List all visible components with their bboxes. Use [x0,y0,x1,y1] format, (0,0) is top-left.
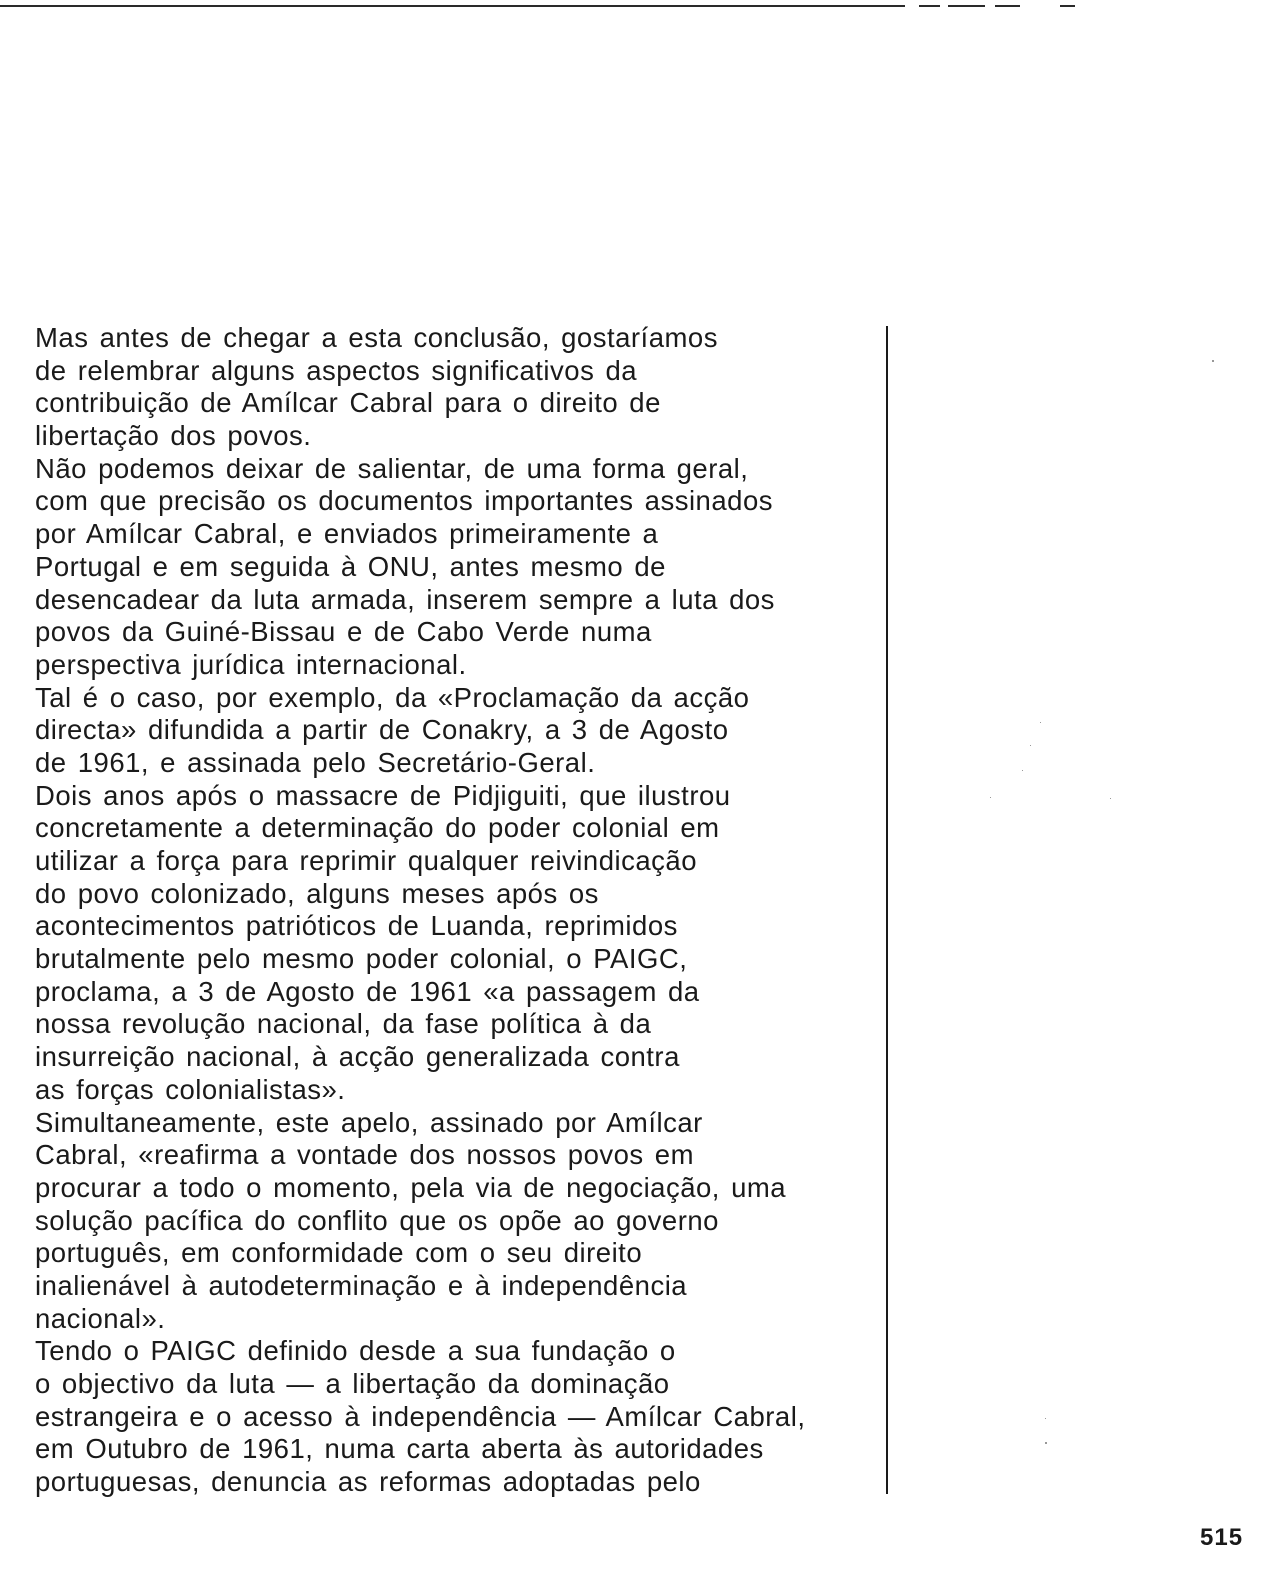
text-line: proclama, a 3 de Agosto de 1961 «a passagem da [35,975,700,1007]
text-line: directa» difundida a partir de Conakry, a 3 de Agosto [35,714,729,746]
text-line: Simultaneamente, este apelo, assinado por Amílcar [35,1106,703,1138]
top-rule-gap [985,4,995,8]
text-line: Tendo o PAIGC definido desde a sua fundação o [35,1335,676,1367]
text-line: portuguesas, denuncia as reformas adoptadas pelo [35,1466,701,1498]
text-line: contribuição de Amílcar Cabral para o direito de [35,387,661,419]
text-line: brutalmente pelo mesmo poder colonial, o PAIGC, [35,943,688,975]
text-line: de 1961, e assinada pelo Secretário-Geral. [35,746,596,778]
text-line: Portugal e em seguida à ONU, antes mesmo de [35,550,666,582]
text-line: estrangeira e o acesso à independência — Amílcar Cabral, [35,1400,806,1432]
top-rule-gap [1020,4,1060,8]
text-line: perspectiva jurídica internacional. [35,648,467,680]
text-line: acontecimentos patrióticos de Luanda, reprimidos [35,910,678,942]
top-rule-gap [905,4,919,8]
text-line: as forças colonialistas». [35,1073,346,1105]
text-line: insurreição nacional, à acção generalizada contra [35,1041,680,1073]
scan-speck [990,797,991,798]
text-line: o objectivo da luta — a libertação da dominação [35,1368,670,1399]
top-rule-gap [940,4,948,8]
body-text [35,322,885,1499]
text-line: Não podemos deixar de salientar, de uma forma geral, [35,452,749,484]
column-rule [886,326,888,1494]
text-line: por Amílcar Cabral, e enviados primeiramente a [35,518,659,550]
text-line: com que precisão os documentos importantes assinados [35,485,773,517]
scan-speck [1110,798,1111,799]
scan-speck [1045,1442,1047,1444]
text-line: procurar a todo o momento, pela via de negociação, uma [35,1171,787,1203]
scan-speck [1030,745,1031,746]
text-line: libertação dos povos. [35,420,312,452]
scan-speck [1212,360,1214,362]
page-number: 515 [1200,1524,1244,1551]
text-line: nossa revolução nacional, da fase política à da [35,1008,652,1040]
text-line: desencadear da luta armada, inserem sempre a luta dos [35,583,775,615]
text-line: povos da Guiné-Bissau e de Cabo Verde numa [35,616,652,648]
scan-speck [1022,770,1023,771]
text-line: do povo colonizado, alguns meses após os [35,877,599,909]
text-line: em Outubro de 1961, numa carta aberta às autoridades [35,1433,764,1465]
scan-speck [1040,722,1041,723]
text-line: solução pacífica do conflito que os opõe ao governo [35,1204,719,1236]
text-line: Cabral, «reafirma a vontade dos nossos povos em [35,1139,694,1171]
scan-speck [1045,1418,1046,1419]
text-line: português, em conformidade com o seu direito [35,1237,643,1269]
top-rule-gap [1075,4,1271,8]
text-line: concretamente a determinação do poder colonial em [35,812,720,844]
text-line: Tal é o caso, por exemplo, da «Proclamação da acção [35,681,750,713]
text-line: inalienável à autodeterminação e à independência [35,1269,688,1301]
text-line: nacional». [35,1302,166,1334]
text-line: utilizar a força para reprimir qualquer reivindicação [35,845,698,876]
text-line: Mas antes de chegar a esta conclusão, gostaríamos [35,322,718,353]
text-line: Dois anos após o massacre de Pidjiguiti, que ilustrou [35,779,731,811]
text-line: de relembrar alguns aspectos significativos da [35,354,638,386]
